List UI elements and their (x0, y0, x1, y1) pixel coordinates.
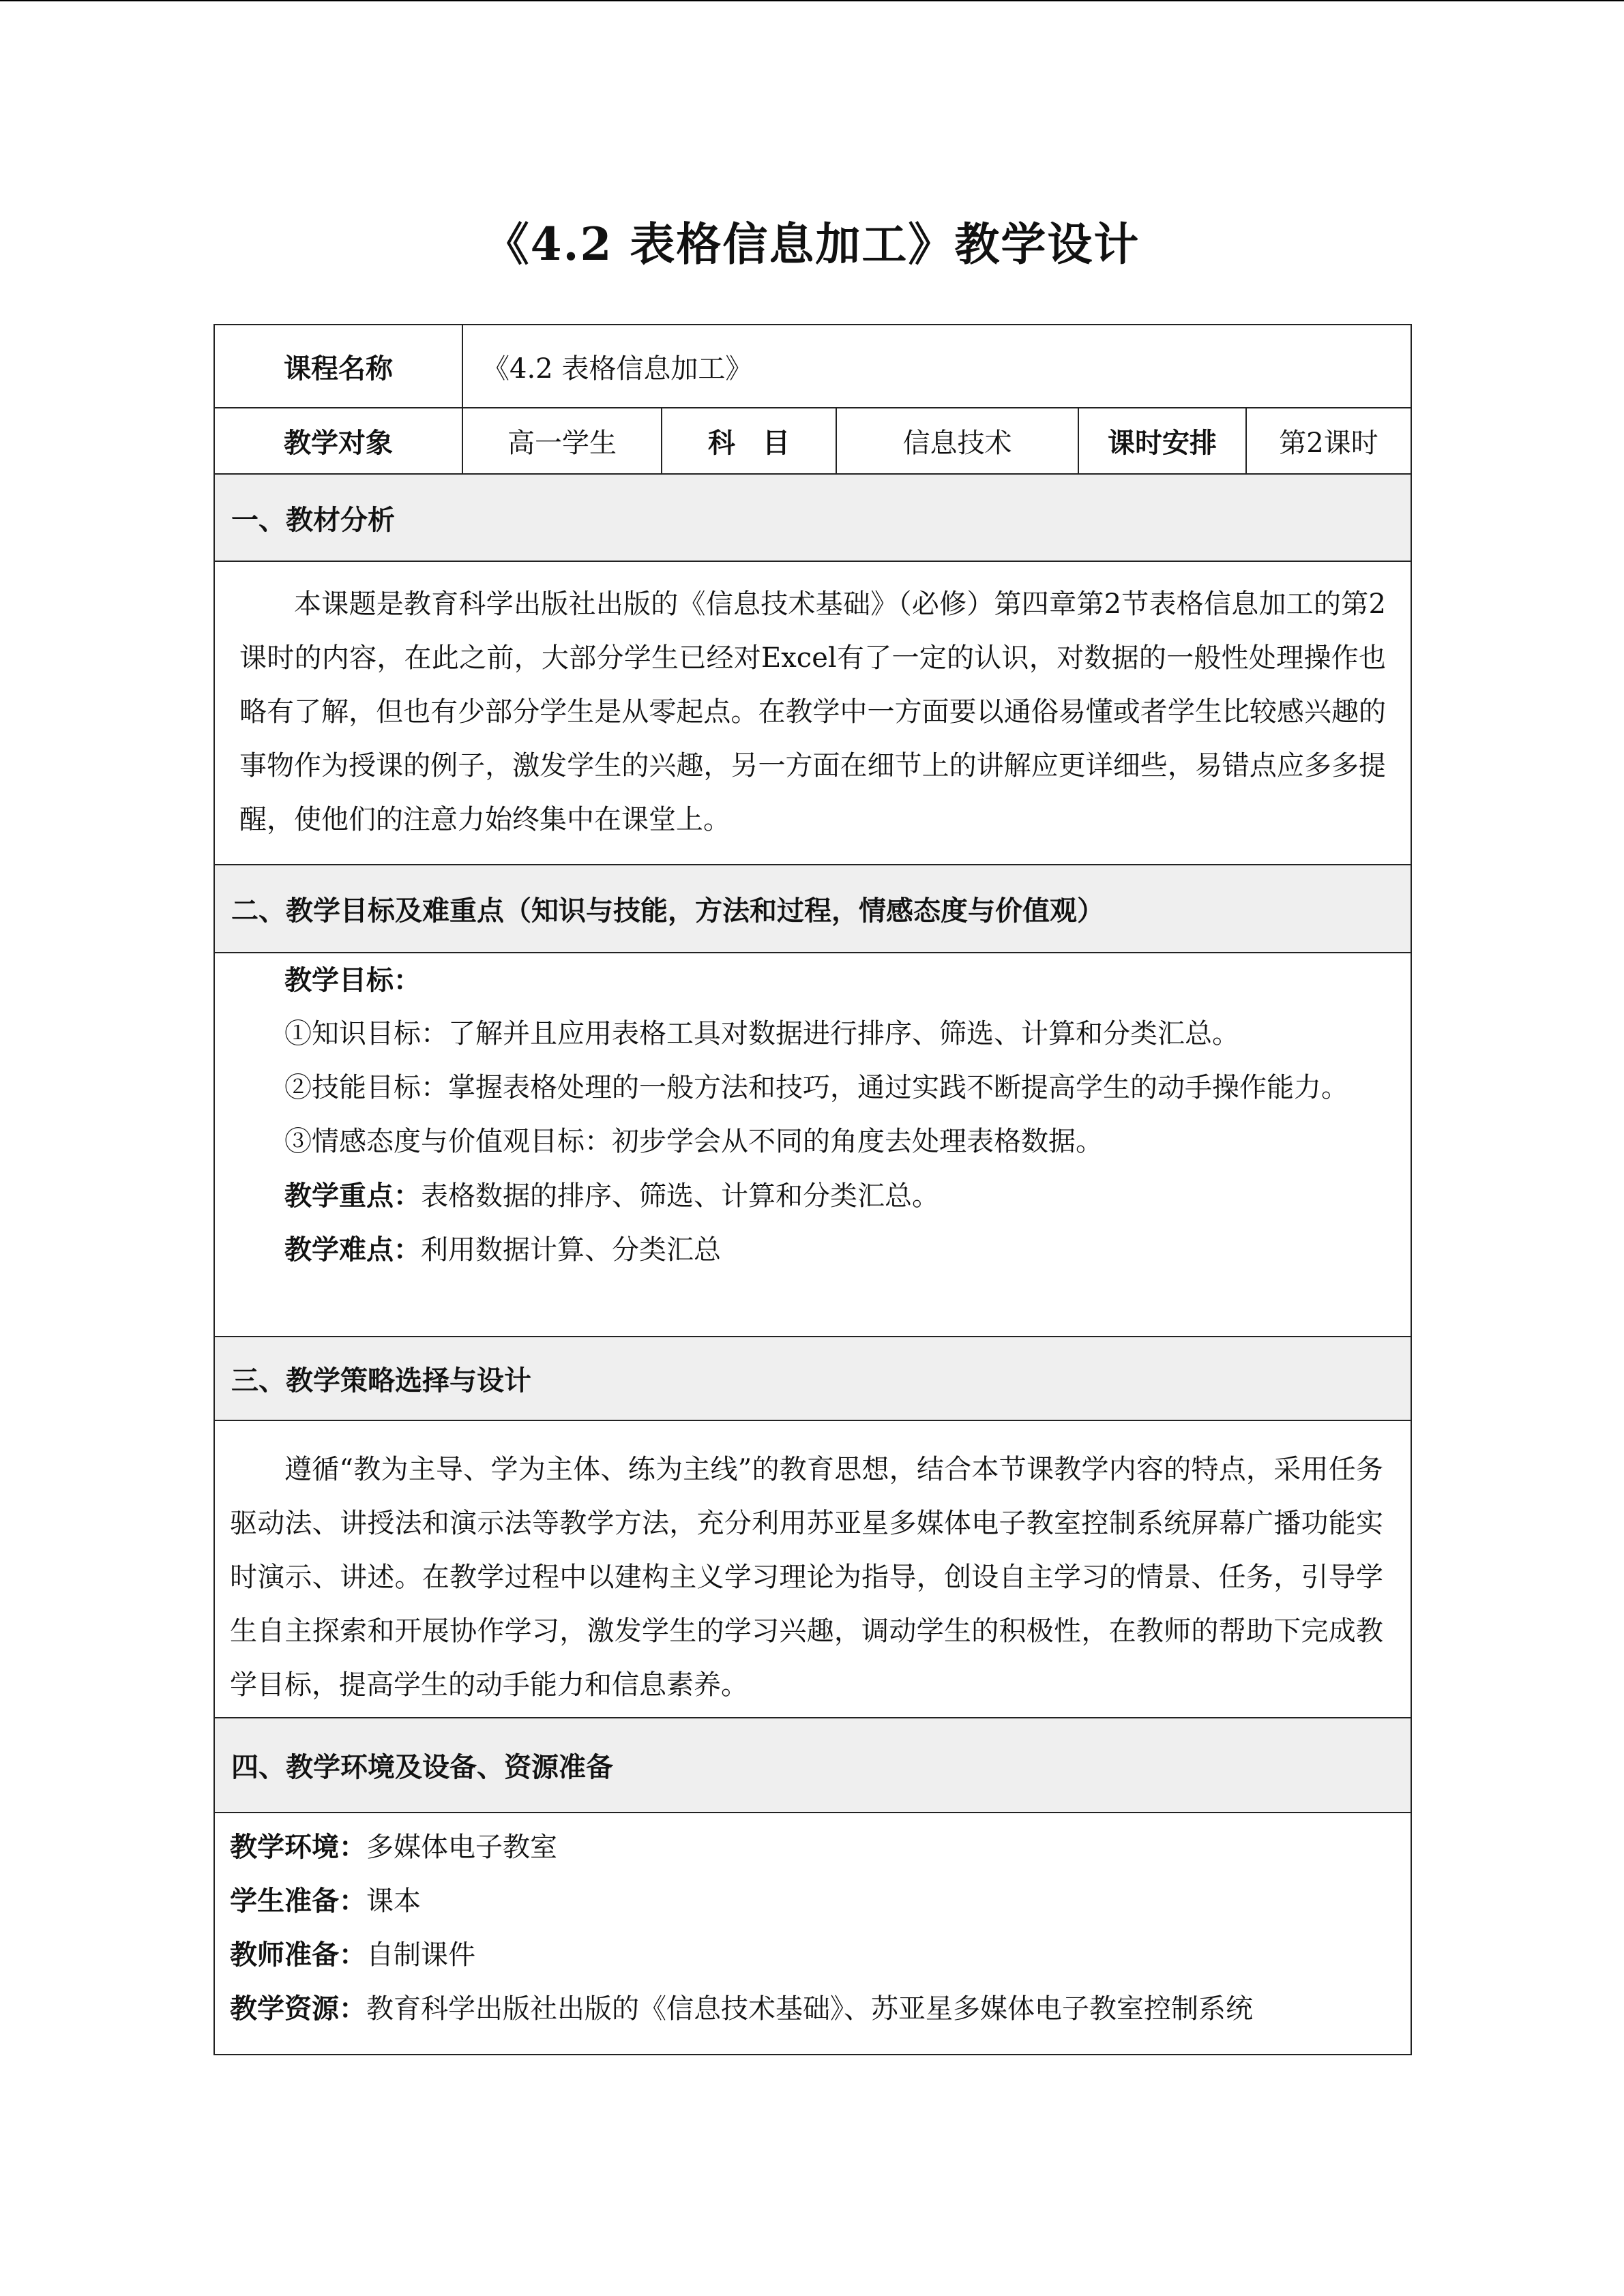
teacher-prep-value: 自制课件 (366, 1939, 475, 1971)
difficulty-label: 教学难点： (284, 1234, 421, 1266)
target-value: 高一学生 (462, 408, 662, 474)
strategy-body (214, 1420, 1411, 1718)
course-name-value: 《4.2 表格信息加工》 (462, 325, 1411, 408)
strategy-heading: 三、教学策略选择与设计 (214, 1337, 1411, 1420)
goals-body (214, 953, 1411, 1337)
info-row (214, 408, 1411, 474)
page-title: 《4.2 表格信息加工》教学设计 (484, 218, 1140, 271)
env-label: 教学环境： (230, 1831, 366, 1863)
environment-heading: 四、教学环境及设备、资源准备 (214, 1718, 1411, 1813)
env-line (230, 1820, 1397, 1874)
resource-line (230, 1982, 1397, 2036)
resource-value: 教育科学出版社出版的《信息技术基础》、苏亚星多媒体电子教室控制系统 (366, 1993, 1253, 2025)
analysis-heading: 一、教材分析 (214, 474, 1411, 561)
course-name-row (214, 325, 1411, 408)
strategy-body-row (214, 1420, 1411, 1718)
difficulty-value: 利用数据计算、分类汇总 (421, 1234, 721, 1266)
environment-heading-row (214, 1718, 1411, 1813)
analysis-heading-row (214, 474, 1411, 561)
goal-skill: ②技能目标：掌握表格处理的一般方法和技巧，通过实践不断提高学生的动手操作能力。 (284, 1072, 1348, 1103)
teacher-prep-label: 教师准备： (230, 1939, 366, 1971)
goals-label: 教学目标： (284, 964, 421, 996)
student-prep-value: 课本 (366, 1885, 421, 1917)
key-point-value: 表格数据的排序、筛选、计算和分类汇总。 (421, 1180, 939, 1212)
lesson-plan-table (213, 324, 1412, 2055)
analysis-body-row (214, 561, 1411, 865)
strategy-paragraph: 遵循“教为主导、学为主体、练为主线”的教育思想，结合本节课教学内容的特点，采用任务驱动法、讲授法和演示法等教学方法，充分利用苏亚星多媒体电子教室控制系统屏幕广播功能实时演示、讲述。在教学过程中以建构主义学习理论为指导，创设自主学习的情景、任务，引导学生自主探索和开展协作学习，激发学生的学习兴趣，调动学生的积极性，在教师的帮助下完成教学目标，提高学生的动手能力和信息素养。 (230, 1454, 1383, 1701)
analysis-paragraph: 本课题是教育科学出版社出版的《信息技术基础》（必修）第四章第2节表格信息加工的第2课时的内容，在此之前，大部分学生已经对Excel有了一定的认识，对数据的一般性处理操作也略有了解，但也有少部分学生是从零起点。在教学中一方面要以通俗易懂或者学生比较感兴趣的事物作为授课的例子，激发学生的兴趣，另一方面在细节上的讲解应更详细些，易错点应多多提醒，使他们的注意力始终集中在课堂上。 (239, 588, 1386, 835)
student-prep-label: 学生准备： (230, 1885, 366, 1917)
target-label: 教学对象 (214, 408, 462, 474)
env-value: 多媒体电子教室 (366, 1832, 557, 1863)
goals-body-row (214, 953, 1411, 1337)
key-point (230, 1169, 1383, 1223)
goals-heading: 二、教学目标及难重点（知识与技能，方法和过程，情感态度与价值观） (214, 865, 1411, 953)
difficulty-point (230, 1223, 1383, 1277)
goal-knowledge: ①知识目标：了解并且应用表格工具对数据进行排序、筛选、计算和分类汇总。 (284, 1018, 1239, 1049)
subject-value: 信息技术 (836, 408, 1078, 474)
subject-label: 科 目 (662, 408, 836, 474)
key-point-label: 教学重点： (284, 1180, 421, 1212)
strategy-heading-row (214, 1337, 1411, 1420)
goal-attitude: ③情感态度与价值观目标：初步学会从不同的角度去处理表格数据。 (284, 1126, 1103, 1157)
student-prep-line (230, 1874, 1397, 1928)
environment-body-row (214, 1813, 1411, 2055)
schedule-value: 第2课时 (1246, 408, 1411, 474)
page-top-border (0, 0, 1624, 1)
schedule-label: 课时安排 (1078, 408, 1246, 474)
analysis-body (214, 561, 1411, 865)
resource-label: 教学资源： (230, 1993, 366, 2025)
goals-heading-row (214, 865, 1411, 953)
teacher-prep-line (230, 1928, 1397, 1982)
course-name-label: 课程名称 (214, 325, 462, 408)
environment-body (214, 1813, 1411, 2055)
